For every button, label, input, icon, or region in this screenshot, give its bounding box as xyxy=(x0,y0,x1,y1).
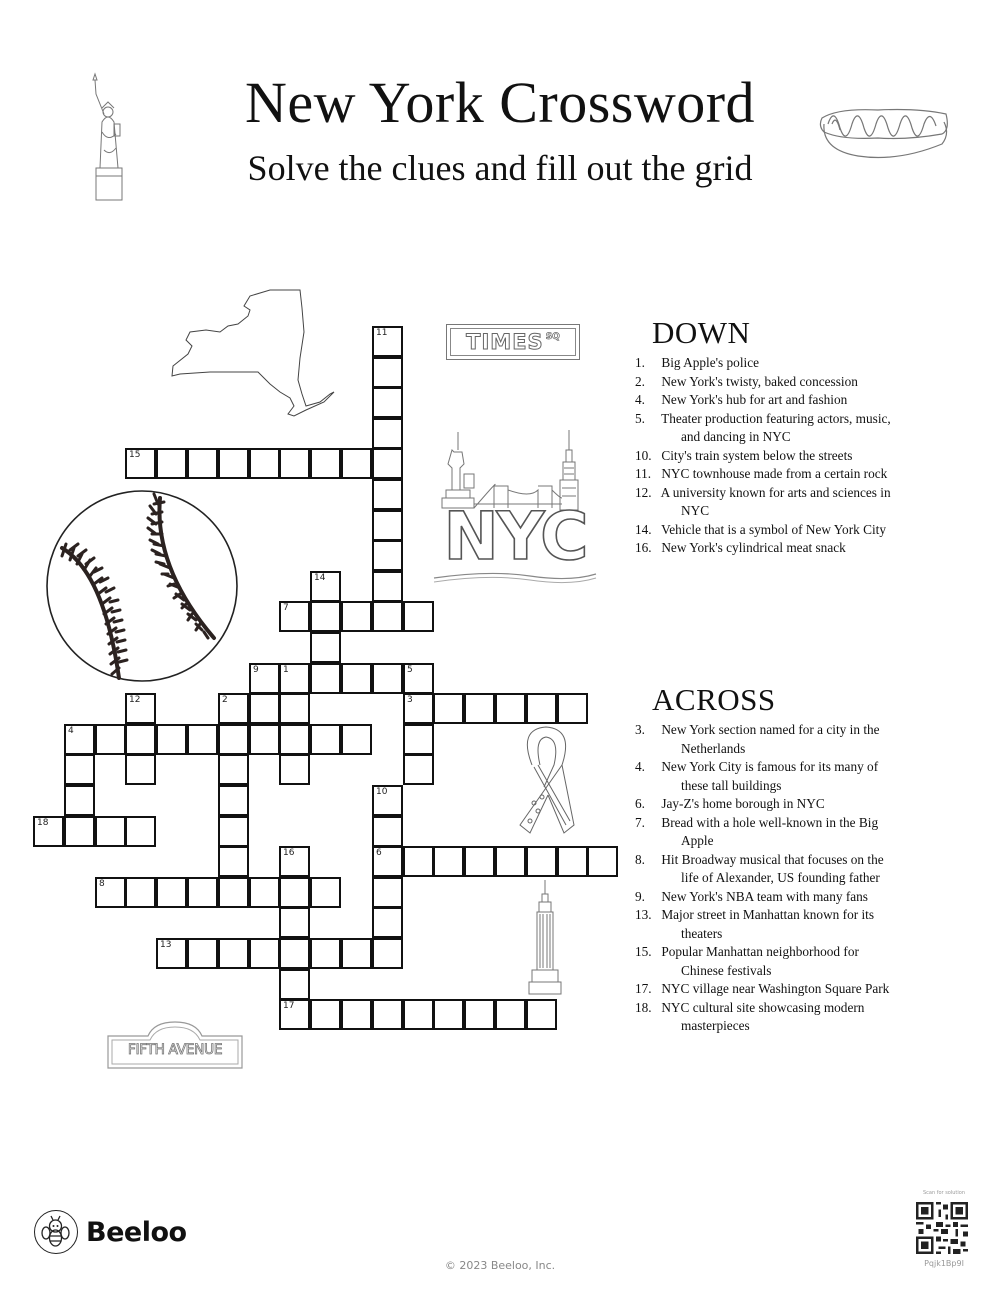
brand-name: Beeloo xyxy=(86,1216,187,1248)
crossword-cell[interactable] xyxy=(526,693,557,724)
crossword-cell[interactable] xyxy=(433,999,464,1030)
clue-item-text: New York's hub for art and fashion xyxy=(661,392,848,407)
clue-item: 9. New York's NBA team with many fans xyxy=(635,888,868,904)
clue-item: 14. Vehicle that is a symbol of New York City xyxy=(635,521,887,537)
clue-item: 7. Bread with a hole well-known in the Big Apple xyxy=(635,814,879,848)
crossword-cell[interactable] xyxy=(341,663,372,694)
fifth-avenue-text: FIFTH AVENUE xyxy=(127,1042,223,1058)
crossword-cell[interactable] xyxy=(433,846,464,877)
crossword-cell[interactable] xyxy=(495,693,526,724)
page-title: New York Crossword xyxy=(244,70,756,135)
crossword-cell[interactable] xyxy=(310,938,341,969)
crossword-cell[interactable] xyxy=(187,877,218,908)
qr-label: Scan for solution xyxy=(922,1190,965,1196)
crossword-cell[interactable] xyxy=(279,907,310,938)
crossword-cell[interactable] xyxy=(587,846,618,877)
crossword-cell[interactable] xyxy=(310,877,341,908)
crossword-cell[interactable] xyxy=(156,877,187,908)
crossword-cell[interactable] xyxy=(279,601,310,632)
crossword-cell[interactable] xyxy=(557,846,588,877)
clue-number: 18 xyxy=(37,818,49,828)
clue-item-text: Big Apple's police xyxy=(661,355,760,370)
clue-item-text: Hit Broadway musical that focuses on the life of Alexander, US founding father xyxy=(661,851,884,885)
clue-number: 14 xyxy=(314,573,326,583)
crossword-cell[interactable] xyxy=(64,724,95,755)
crossword-cell[interactable] xyxy=(187,724,218,755)
crossword-cell[interactable] xyxy=(464,693,495,724)
crossword-cell[interactable] xyxy=(64,816,95,847)
crossword-cell[interactable] xyxy=(403,999,434,1030)
crossword-cell[interactable] xyxy=(310,571,341,602)
across-heading: ACROSS xyxy=(652,682,776,717)
crossword-cell[interactable] xyxy=(372,999,403,1030)
crossword-cell[interactable] xyxy=(372,663,403,694)
crossword-cell[interactable] xyxy=(279,663,310,694)
crossword-cell[interactable] xyxy=(95,724,126,755)
clue-item-text: NYC cultural site showcasing modern masterpieces xyxy=(661,999,865,1033)
clue-number: 8 xyxy=(99,879,105,889)
crossword-cell[interactable] xyxy=(372,479,403,510)
clue-number: 13 xyxy=(160,940,172,950)
crossword-cell[interactable] xyxy=(341,938,372,969)
crossword-cell[interactable] xyxy=(218,846,249,877)
crossword-cell[interactable] xyxy=(464,846,495,877)
crossword-cell[interactable] xyxy=(310,448,341,479)
clue-item-text: Popular Manhattan neighborhood for Chinese festivals xyxy=(661,944,859,978)
crossword-cell[interactable] xyxy=(218,816,249,847)
down-clue-list xyxy=(635,354,892,558)
crossword-cell[interactable] xyxy=(156,938,187,969)
clue-number: 1 xyxy=(283,665,289,675)
crossword-cell[interactable] xyxy=(464,999,495,1030)
crossword-cell[interactable] xyxy=(372,326,403,357)
clue-item-text: New York's cylindrical meat snack xyxy=(661,540,846,555)
clue-item: 16. New York's cylindrical meat snack xyxy=(635,540,846,555)
clue-item: 5. Theater production featuring actors, music, and dancing in NYC xyxy=(635,410,891,444)
clue-number: 7 xyxy=(283,603,289,613)
clue-item-text: New York's twisty, baked concession xyxy=(661,373,858,389)
crossword-cell[interactable] xyxy=(249,877,280,908)
crossword-cell[interactable] xyxy=(279,938,310,969)
crossword-cell[interactable] xyxy=(279,969,310,1000)
crossword-cell[interactable] xyxy=(372,540,403,571)
crossword-cell[interactable] xyxy=(125,693,156,724)
clue-number: 6 xyxy=(376,848,382,858)
crossword-cell[interactable] xyxy=(279,754,310,785)
clue-item-text: NYC village near Washington Square Park xyxy=(661,981,890,996)
crossword-cell[interactable] xyxy=(526,846,557,877)
crossword-cell[interactable] xyxy=(187,448,218,479)
clue-item-text: Major street in Manhattan known for its theaters xyxy=(661,907,875,941)
crossword-cell[interactable] xyxy=(557,693,588,724)
crossword-cell[interactable] xyxy=(218,785,249,816)
nyc-logo-text: NYC xyxy=(443,498,587,575)
clue-item-text: City's train system below the streets xyxy=(661,447,853,463)
crossword-cell[interactable] xyxy=(372,816,403,847)
down-heading: DOWN xyxy=(652,315,751,350)
clue-item: 13. Major street in Manhattan known for its theaters xyxy=(635,907,875,941)
clue-item-text: New York's NBA team with many fans xyxy=(661,888,868,904)
clue-number: 3 xyxy=(407,695,413,705)
crossword-cell[interactable] xyxy=(310,999,341,1030)
clue-item: 3. New York section named for a city in the Netherlands xyxy=(635,722,880,756)
sq-sign-text: SQ xyxy=(545,332,560,342)
crossword-cell[interactable] xyxy=(125,877,156,908)
crossword-cell[interactable] xyxy=(310,724,341,755)
clue-number: 9 xyxy=(253,665,259,675)
clue-item-text: A university known for arts and sciences in NYC xyxy=(660,484,891,518)
crossword-cell[interactable] xyxy=(372,877,403,908)
down-clues xyxy=(635,315,892,558)
bee-icon xyxy=(34,1210,78,1254)
crossword-cell[interactable] xyxy=(433,693,464,724)
crossword-cell[interactable] xyxy=(372,785,403,816)
crossword-cell[interactable] xyxy=(95,816,126,847)
clue-number: 17 xyxy=(283,1001,295,1011)
clue-number: 4 xyxy=(68,726,74,736)
crossword-cell[interactable] xyxy=(249,448,280,479)
crossword-cell[interactable] xyxy=(279,846,310,877)
clue-item: 4. New York City is famous for its many of these tall buildings xyxy=(635,759,879,793)
crossword-cell[interactable] xyxy=(279,724,310,755)
crossword-cell[interactable] xyxy=(279,877,310,908)
clue-item: 17. NYC village near Washington Square Park xyxy=(635,981,890,996)
clue-item: 1. Big Apple's police xyxy=(635,355,760,370)
crossword-cell[interactable] xyxy=(279,448,310,479)
crossword-cell[interactable] xyxy=(310,632,341,663)
crossword-cell[interactable] xyxy=(218,448,249,479)
crossword-cell[interactable] xyxy=(218,724,249,755)
crossword-cell[interactable] xyxy=(156,724,187,755)
crossword-cell[interactable] xyxy=(372,601,403,632)
crossword-cell[interactable] xyxy=(218,877,249,908)
crossword-cell[interactable] xyxy=(310,663,341,694)
clue-item-text: Theater production featuring actors, music, and dancing in NYC xyxy=(661,410,891,444)
clue-item-text: Bread with a hole well-known in the Big Apple xyxy=(661,814,879,848)
clue-number: 10 xyxy=(376,787,388,797)
crossword-cell[interactable] xyxy=(279,693,310,724)
crossword-cell[interactable] xyxy=(249,663,280,694)
crossword-cell[interactable] xyxy=(341,601,372,632)
crossword-cell[interactable] xyxy=(341,724,372,755)
crossword-cell[interactable] xyxy=(372,387,403,418)
crossword-cell[interactable] xyxy=(372,938,403,969)
crossword-cell[interactable] xyxy=(372,418,403,449)
crossword-cell[interactable] xyxy=(249,693,280,724)
crossword-cell[interactable] xyxy=(403,663,434,694)
crossword-cell[interactable] xyxy=(125,754,156,785)
crossword-cell[interactable] xyxy=(403,754,434,785)
clue-item: 10. City's train system below the streets xyxy=(635,447,853,463)
crossword-cell[interactable] xyxy=(403,724,434,755)
page-subtitle: Solve the clues and fill out the grid xyxy=(247,148,753,188)
crossword-cell[interactable] xyxy=(218,754,249,785)
crossword-cell[interactable] xyxy=(403,601,434,632)
crossword-cell[interactable] xyxy=(495,846,526,877)
crossword-cell[interactable] xyxy=(64,754,95,785)
clue-number: 15 xyxy=(129,450,141,460)
crossword-cell[interactable] xyxy=(218,693,249,724)
crossword-cell[interactable] xyxy=(372,571,403,602)
clue-number: 16 xyxy=(283,848,295,858)
crossword-cell[interactable] xyxy=(156,448,187,479)
crossword-cell[interactable] xyxy=(372,907,403,938)
clue-number: 5 xyxy=(407,665,413,675)
crossword-cell[interactable] xyxy=(249,724,280,755)
clue-item-text: Jay-Z's home borough in NYC xyxy=(661,796,825,811)
crossword-cell[interactable] xyxy=(372,357,403,388)
clue-number: 12 xyxy=(129,695,141,705)
clue-item: 2. New York's twisty, baked concession xyxy=(635,373,858,389)
clue-item: 15. Popular Manhattan neighborhood for Chinese festivals xyxy=(635,944,859,978)
crossword-cell[interactable] xyxy=(125,448,156,479)
crossword-cell[interactable] xyxy=(526,999,557,1030)
clue-item-text: NYC townhouse made from a certain rock xyxy=(661,466,888,481)
copyright: © 2023 Beeloo, Inc. xyxy=(444,1259,556,1272)
clue-item: 4. New York's hub for art and fashion xyxy=(635,392,848,407)
crossword-cell[interactable] xyxy=(372,846,403,877)
crossword-cell[interactable] xyxy=(125,816,156,847)
beeloo-logo xyxy=(34,1210,187,1254)
crossword-cell[interactable] xyxy=(249,938,280,969)
clue-item-text: New York section named for a city in the Netherlands xyxy=(661,722,880,756)
crossword-cell[interactable] xyxy=(372,448,403,479)
crossword-cell[interactable] xyxy=(279,999,310,1030)
clue-number: 11 xyxy=(376,328,388,338)
clue-item: 8. Hit Broadway musical that focuses on the life of Alexander, US founding father xyxy=(635,851,884,885)
crossword-cell[interactable] xyxy=(403,693,434,724)
qr-code-icon[interactable] xyxy=(916,1202,968,1254)
crossword-cell[interactable] xyxy=(403,846,434,877)
qr-code-id: Pqjk1Bp9I xyxy=(924,1259,964,1268)
crossword-cell[interactable] xyxy=(218,938,249,969)
times-sign-text: TIMES xyxy=(466,330,544,354)
crossword-cell[interactable] xyxy=(372,510,403,541)
clue-item-text: New York City is famous for its many of these tall buildings xyxy=(661,759,879,793)
clue-number: 2 xyxy=(222,695,228,705)
clue-item: 11. NYC townhouse made from a certain rock xyxy=(635,466,888,481)
crossword-cell[interactable] xyxy=(495,999,526,1030)
crossword-cell[interactable] xyxy=(64,785,95,816)
crossword-cell[interactable] xyxy=(341,448,372,479)
clue-item: 12. A university known for arts and sciences in NYC xyxy=(635,484,891,518)
crossword-cell[interactable] xyxy=(33,816,64,847)
crossword-cell[interactable] xyxy=(95,877,126,908)
across-clues xyxy=(635,682,892,1036)
across-clue-list xyxy=(635,721,892,1036)
crossword-cell[interactable] xyxy=(125,724,156,755)
clue-item: 6. Jay-Z's home borough in NYC xyxy=(635,796,825,811)
clue-item: 18. NYC cultural site showcasing modern masterpieces xyxy=(635,999,865,1033)
crossword-cell[interactable] xyxy=(341,999,372,1030)
crossword-cell[interactable] xyxy=(187,938,218,969)
clue-item-text: Vehicle that is a symbol of New York City xyxy=(661,521,887,537)
crossword-cell[interactable] xyxy=(310,601,341,632)
